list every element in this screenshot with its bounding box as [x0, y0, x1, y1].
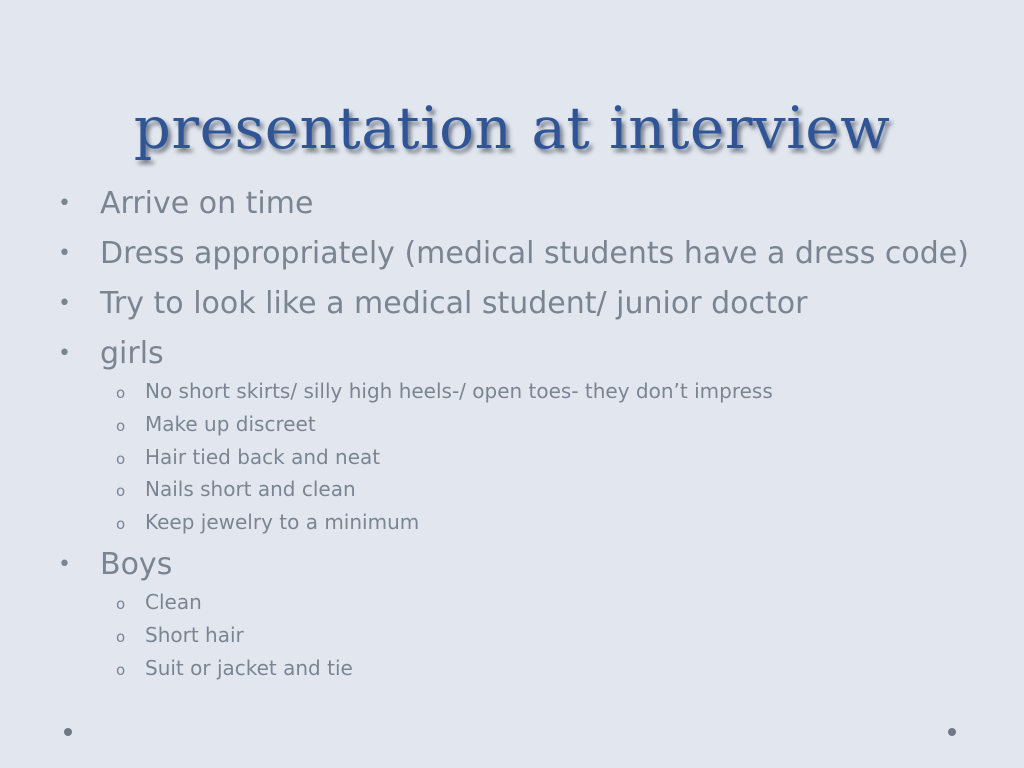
corner-dot-left [64, 728, 72, 736]
boys-sub-list [56, 589, 976, 681]
bullet-dot-icon: • [58, 552, 71, 578]
sub-bullet-item [56, 509, 976, 535]
sub-bullet-item [56, 444, 976, 470]
bullet-text: girls [100, 336, 164, 371]
sub-bullet-text: Make up discreet [145, 411, 316, 436]
sub-bullet-item [56, 589, 976, 615]
circle-bullet-icon: o [116, 416, 126, 435]
sub-bullet-text: Hair tied back and neat [145, 444, 381, 469]
bullet-dot-icon: • [58, 341, 71, 366]
bullet-text: Arrive on time [100, 186, 314, 221]
sub-bullet-item [56, 622, 976, 648]
slide-body [56, 184, 976, 691]
bullet-item-arrive [56, 184, 976, 224]
bullet-item-boys [56, 545, 976, 585]
bullet-item-look [56, 284, 976, 324]
sub-bullet-text: Keep jewelry to a minimum [145, 510, 420, 535]
sub-bullet-item [56, 476, 976, 502]
bullet-text: Try to look like a medical student/ junior doctor [100, 286, 808, 321]
corner-dot-right [948, 728, 956, 736]
bullet-dot-icon: • [58, 191, 71, 216]
sub-bullet-text: Clean [145, 590, 202, 615]
circle-bullet-icon: o [116, 595, 126, 614]
circle-bullet-icon: o [116, 660, 126, 679]
sub-bullet-text: Suit or jacket and tie [145, 655, 353, 680]
girls-sub-list [56, 378, 976, 535]
bullet-item-girls [56, 334, 976, 374]
bullet-text: Boys [100, 547, 173, 583]
sub-bullet-item [56, 378, 976, 404]
circle-bullet-icon: o [116, 482, 126, 501]
sub-bullet-text: No short skirts/ silly high heels-/ open toes- they don’t impress [145, 379, 773, 403]
sub-bullet-item [56, 411, 976, 437]
sub-bullet-item [56, 655, 976, 681]
circle-bullet-icon: o [116, 627, 126, 646]
circle-bullet-icon: o [116, 384, 126, 402]
bullet-text: Dress appropriately (medical students have a dress code) [100, 236, 969, 271]
sub-bullet-text: Nails short and clean [145, 477, 356, 502]
sub-bullet-text: Short hair [145, 622, 244, 647]
bullet-item-dress [56, 234, 976, 274]
bullet-dot-icon: • [58, 291, 71, 316]
circle-bullet-icon: o [116, 449, 126, 468]
bullet-dot-icon: • [58, 241, 71, 266]
circle-bullet-icon: o [116, 515, 126, 534]
slide-title: presentation at interview [133, 94, 891, 162]
